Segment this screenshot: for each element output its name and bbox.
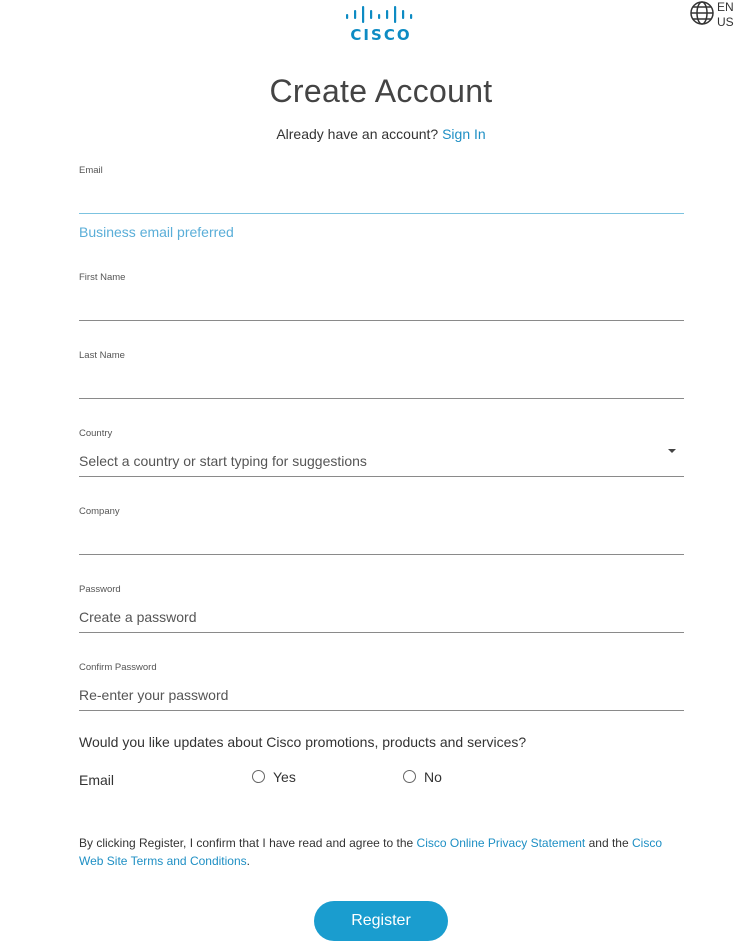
country-underline [79, 476, 684, 477]
last-name-label: Last Name [79, 350, 125, 361]
first-name-underline [79, 320, 684, 321]
first-name-field[interactable] [79, 272, 684, 324]
first-name-label: First Name [79, 272, 126, 283]
legal-suffix: . [246, 854, 250, 868]
cisco-bridge-icon [345, 5, 417, 25]
password-input[interactable]: Create a password [79, 609, 197, 625]
logo-wordmark: CISCO [350, 26, 412, 44]
password-label: Password [79, 584, 121, 595]
cisco-logo [345, 5, 417, 45]
region-code: US [717, 15, 734, 29]
company-field[interactable] [79, 506, 684, 558]
last-name-field[interactable] [79, 350, 684, 402]
updates-channel-label: Email [79, 772, 115, 788]
email-underline [79, 213, 684, 214]
privacy-statement-link[interactable]: Cisco Online Privacy Statement [416, 836, 586, 850]
last-name-underline [79, 398, 684, 399]
email-updates-row [79, 768, 684, 790]
chevron-down-icon[interactable] [668, 449, 676, 453]
email-field[interactable] [79, 165, 684, 245]
country-field[interactable] [79, 428, 684, 480]
confirm-password-input[interactable]: Re-enter your password [79, 687, 229, 703]
terms-link[interactable]: Cisco Web Site Terms and Conditions [79, 836, 663, 868]
updates-question: Would you like updates about Cisco promotions, products and services? [79, 734, 527, 750]
legal-text [79, 834, 679, 870]
globe-icon [689, 0, 715, 26]
radio-circle-icon[interactable] [252, 770, 265, 783]
legal-middle: and the [588, 836, 629, 850]
country-label: Country [79, 428, 113, 439]
sign-in-link[interactable]: Sign In [442, 126, 486, 142]
legal-prefix: By clicking Register, I confirm that I have read and agree to the [79, 836, 414, 850]
radio-no-label: No [424, 769, 442, 785]
radio-yes-label: Yes [273, 769, 296, 785]
language-code: EN [717, 0, 734, 14]
email-label: Email [79, 165, 103, 176]
language-selector[interactable] [689, 0, 746, 30]
password-field[interactable] [79, 584, 684, 636]
signin-prompt-row [0, 126, 746, 142]
country-select[interactable]: Select a country or start typing for suggestions [79, 453, 367, 469]
confirm-password-underline [79, 710, 684, 711]
confirm-password-label: Confirm Password [79, 662, 157, 673]
signin-prompt: Already have an account? [276, 126, 439, 142]
confirm-password-field[interactable] [79, 662, 684, 714]
radio-circle-icon[interactable] [403, 770, 416, 783]
page-title: Create Account [269, 73, 493, 109]
company-label: Company [79, 506, 120, 517]
register-button[interactable]: Register [314, 901, 448, 941]
email-hint: Business email preferred [79, 224, 234, 240]
company-underline [79, 554, 684, 555]
password-underline [79, 632, 684, 633]
